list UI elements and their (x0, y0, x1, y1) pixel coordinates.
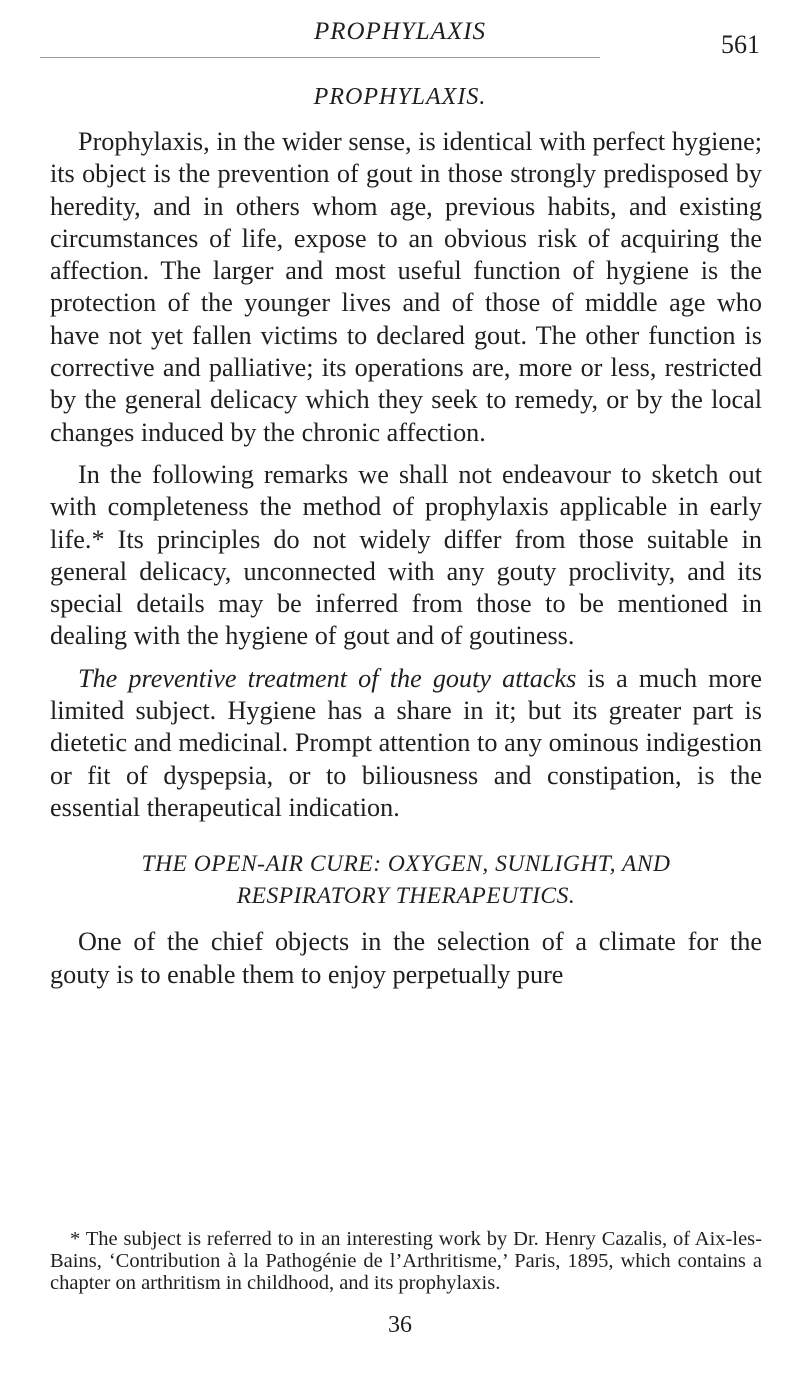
paragraph-3-italic: The preventive treatment of the gouty attacks (78, 663, 577, 693)
subheading-line-1: THE OPEN-AIR CURE: OXYGEN, SUNLIGHT, AND (141, 851, 671, 878)
paragraph-3-text: is a much more limited subject. Hygiene has a share in it; but its greater part is dietetic and medicinal. Prompt attention to any ominous indigestion or fit of dyspepsia, or to biliousness and constipation, is the essential therapeutical indication. (50, 663, 763, 822)
header-rule (40, 57, 600, 58)
signature-mark: 36 (388, 1312, 412, 1338)
body-text (50, 126, 762, 1001)
paragraph-3 (50, 663, 762, 824)
paragraph-4: One of the chief objects in the selection of a climate for the gouty is to enable them to enjoy perpetually pure (50, 927, 762, 989)
section-title: PROPHYLAXIS. (313, 84, 487, 110)
running-title: PROPHYLAXIS (313, 18, 487, 45)
paragraph-2: In the following remarks we shall not endeavour to sketch out with completeness the method of prophylaxis applicable in early life.* Its principles do not widely differ from those suitable in general delicacy, unconnected with any gouty proclivity, and its special details may be inferred from those to be mentioned in dealing with the hygiene of gout and of goutiness. (50, 459, 762, 651)
subheading-line-2: RESPIRATORY THERAPEUTICS. (236, 883, 576, 910)
page-number: 561 (721, 30, 760, 59)
subheading (50, 848, 762, 912)
footnote: * The subject is referred to in an interesting work by Dr. Henry Cazalis, of Aix-les-Bains, ‘Contribution à la Pathogénie de l’Arthritisme,’ Paris, 1895, which contains a chapter on arthritism in childhood, and its prophylaxis. (50, 1228, 762, 1294)
paragraph-1: Prophylaxis, in the wider sense, is identical with perfect hygiene; its object is the prevention of gout in those strongly predisposed by heredity, and in others whom age, previous habits, and existing circumstances of life, expose to an obvious risk of acquiring the affection. The larger and most useful function of hygiene is the protection of the younger lives and of those of middle age who have not yet fallen victims to declared gout. The other function is corrective and palliative; its operations are, more or less, restricted by the general delicacy which they seek to remedy, or by the local changes induced by the chronic affection. (50, 127, 762, 447)
running-header (40, 16, 760, 60)
